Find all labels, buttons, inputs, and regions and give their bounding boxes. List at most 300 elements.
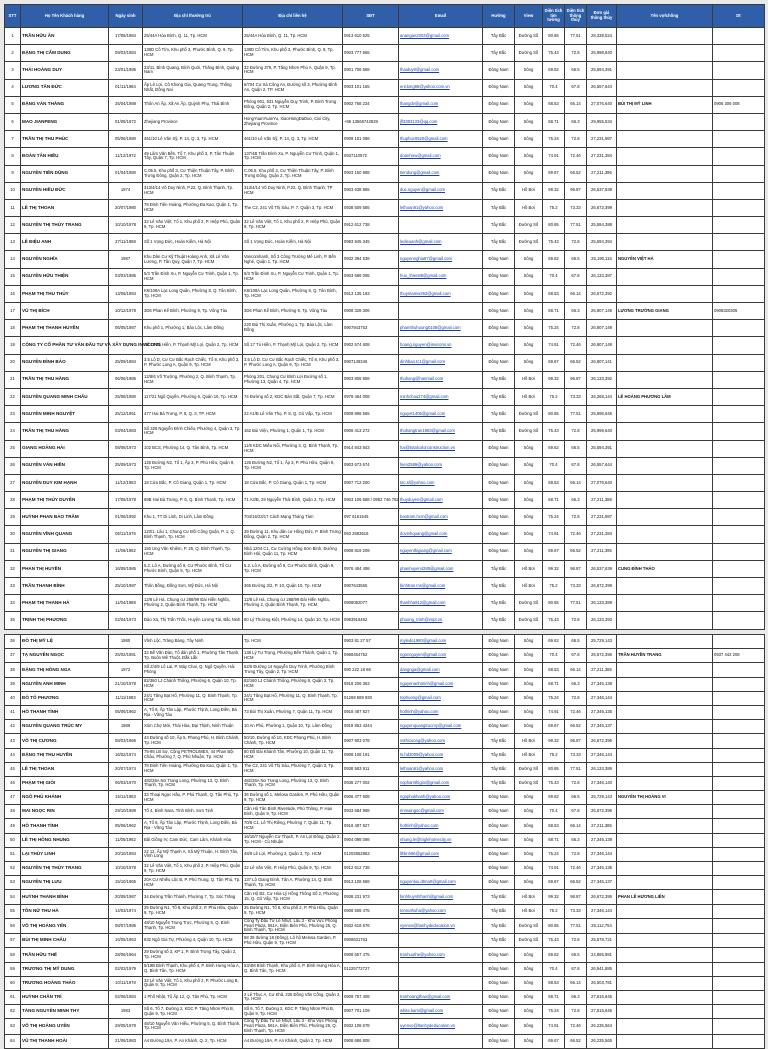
view-cell: Sông: [515, 285, 543, 302]
clear-area-cell: 72.8: [565, 691, 587, 705]
contact-address-cell: 58 28 đường 18 (Đông), Lô hộ Melosa Garden, P. Phú Hữu, Quận 9, Tp. HCM: [243, 934, 343, 948]
email-cell[interactable]: nguyennghia87@gmail.com: [399, 251, 483, 268]
email-cell[interactable]: hai@totalcolorconstruction.vn: [399, 440, 483, 457]
birth-date-cell: 25/04/1988: [109, 96, 143, 113]
direction-cell: Đông Nam: [483, 962, 515, 976]
direction-cell: Đông Nam: [483, 268, 515, 285]
email-cell[interactable]: doanhieu@gmail.com: [399, 148, 483, 165]
wall-area-cell: 69.62: [543, 62, 565, 79]
email-cell[interactable]: duc.nguyen@gmail.com: [399, 182, 483, 199]
birth-date-cell: 20/07/1980: [109, 199, 143, 216]
customer-name-cell: TRƯƠNG THỊ MỸ DUNG: [21, 962, 109, 976]
stt-cell: 42: [5, 720, 21, 734]
spouse-name-cell: [617, 320, 713, 337]
direction-cell: Đông Nam: [483, 976, 515, 990]
table-row: [5, 805, 765, 819]
spouse-phone-cell: [713, 635, 765, 649]
spouse-phone-cell: [713, 199, 765, 216]
direction-cell: Đông Nam: [483, 833, 515, 847]
email-cell[interactable]: jfl3383133@qq.com: [399, 113, 483, 130]
permanent-address-cell: Số 17 Tú Hiền, P. Thạnh Mỹ Lợi, Quận 2, Tp. HCM: [143, 337, 243, 354]
table-row: [5, 96, 765, 113]
spouse-name-cell: [617, 199, 713, 216]
customer-name-cell: NGUYỄN VĂN HIỀN: [21, 457, 109, 474]
unit-price-cell: 27,231,987: [587, 131, 617, 148]
permanent-address-cell: 313/4/14 Võ Duy Ninh, P.22, Q. Bình Thạnh, Tp. HCM: [143, 182, 243, 199]
email-cell[interactable]: thuphuc0620@gmail.com: [399, 131, 483, 148]
email-cell: [399, 862, 483, 876]
email-cell[interactable]: nhung.le@triglehomecity.vn: [399, 833, 483, 847]
wall-area-cell: 70.4: [543, 962, 565, 976]
view-cell: Đường Số: [515, 217, 543, 234]
table-row: [5, 251, 765, 268]
phone-cell: 0912 612 738: [343, 217, 399, 234]
permanent-address-cell: 32 Lê Văn Việt, Tổ 1, Khu phố 2, P. Hiệp Phú, Quận 9, Tp. HCM: [143, 862, 243, 876]
customer-name-cell: NGUYỄN QUANG TRÚC MY: [21, 720, 109, 734]
spouse-phone-cell: [713, 595, 765, 612]
stt-cell: 28: [5, 492, 21, 509]
spouse-phone-cell: [713, 734, 765, 748]
stt-cell: 3: [5, 62, 21, 79]
spouse-phone-cell: [713, 371, 765, 388]
birth-date-cell: 15/10/1965: [109, 876, 143, 890]
wall-area-cell: 70.4: [543, 457, 565, 474]
contact-address-cell: Căn Hộ B2, Cư Hòa Lý Hồng Thông Số 2, Phường 15, Q. Gò Vấp, Tp. HCM: [243, 890, 343, 904]
spouse-phone-cell: [713, 182, 765, 199]
table-row: [5, 833, 765, 847]
email-cell[interactable]: white.kami@gmail.com: [399, 1005, 483, 1019]
contact-address-cell: 70/6 C1, Lê Thị Riêng, Phường 7, Quận 11, Tp. HCM: [243, 819, 343, 833]
email-cell[interactable]: ts.hd2009@yahoo.com: [399, 748, 483, 762]
email-cell[interactable]: vophamthigioi@gmail.com: [399, 776, 483, 790]
wall-area-cell: 75.43: [543, 234, 565, 251]
customer-name-cell: HỒ THANH TÌNH: [21, 819, 109, 833]
permanent-address-cell: 3.5 Lô D, Cư Cư Bắc Rạch Chiếc, Tổ 8, Khu phố 3, P. Phước Long A, Quận 9, Tp. HCM: [143, 354, 243, 371]
permanent-address-cell: 33 Thoại Ngọc Hầu, P. Phú Thạnh, Q. Tân Phú, Tp. HCM: [143, 791, 243, 805]
unit-price-cell: 27,346,135: [587, 862, 617, 876]
table-row: [5, 371, 765, 388]
phone-cell: 0908082077: [343, 595, 399, 612]
email-cell[interactable]: ngocnguyen@gmail.com: [399, 649, 483, 663]
table-row: [5, 423, 765, 440]
view-cell: Đường Số: [515, 776, 543, 790]
unit-price-cell: 27,346,144: [587, 847, 617, 861]
view-cell: Sông: [515, 440, 543, 457]
email-cell[interactable]: phanhuyen4285@gmail.com: [399, 560, 483, 577]
email-cell[interactable]: phamthuhuong0108@gmail.com: [399, 320, 483, 337]
email-cell[interactable]: baotram.hcm@gmail.com: [399, 509, 483, 526]
email-cell[interactable]: thaiduy8@gmail.com: [399, 62, 483, 79]
unit-price-cell: 26,941,885: [587, 962, 617, 976]
direction-cell: Đông Nam: [483, 847, 515, 861]
unit-price-cell: 25,578,721: [587, 934, 617, 948]
email-cell[interactable]: tiendung@gmail.com: [399, 165, 483, 182]
column-header: Tên vợ/chồng: [617, 5, 713, 28]
phone-cell: 0983 945 345: [343, 234, 399, 251]
clear-area-cell: 72.8: [565, 776, 587, 790]
permanent-address-cell: 32 Bế Văn Đàn, Tổ dân phố 1, Phường Tân Thạnh, Tp. Buôn Mê Thuột, Đắk Lắk: [143, 649, 243, 663]
permanent-address-cell: 25 Đường N1, Tổ 6, Khu phố 2, P. Phú Hữu, Quận 9, Tp. HCM: [143, 904, 243, 918]
column-header: Địa chỉ liên hệ: [243, 5, 343, 28]
phone-cell: 093 2683616: [343, 526, 399, 543]
direction-cell: Đông Nam: [483, 876, 515, 890]
email-cell[interactable]: dangnga@gmail.com: [399, 663, 483, 677]
clear-area-cell: 66.3: [565, 677, 587, 691]
table-row: [5, 406, 765, 423]
view-cell: Sông: [515, 148, 543, 165]
permanent-address-cell: 78 Đinh Tiên Hoàng, Phường Đa Kao, Quận 1, Tp. HCM: [143, 199, 243, 216]
email-cell: [399, 1034, 483, 1048]
unit-price-cell: 26,672,396: [587, 649, 617, 663]
email-cell[interactable]: tophuong@gmail.com: [399, 691, 483, 705]
wall-area-cell: 68.53: [543, 819, 565, 833]
email-cell[interactable]: thuhangtran1983@gmail.com: [399, 423, 483, 440]
email-cell: [399, 303, 483, 320]
spouse-phone-cell: [713, 962, 765, 976]
view-cell: Sông: [515, 268, 543, 285]
email-cell[interactable]: tranhoangthao@gmail.com: [399, 990, 483, 1004]
spouse-phone-cell: [713, 268, 765, 285]
spouse-phone-cell: [713, 285, 765, 302]
direction-cell: Đông Nam: [483, 509, 515, 526]
email-cell[interactable]: vothicuong@yahoo.com: [399, 734, 483, 748]
wall-area-cell: 69.67: [543, 543, 565, 560]
clear-area-cell: 66.52: [565, 720, 587, 734]
stt-cell: 49: [5, 819, 21, 833]
email-cell[interactable]: nguyenthigiang@gmail.com: [399, 543, 483, 560]
spouse-name-cell: [617, 677, 713, 691]
stt-cell: 54: [5, 890, 21, 904]
birth-date-cell: 13/06/1984: [109, 285, 143, 302]
phone-cell: 0908 108 191: [343, 748, 399, 762]
table-row: [5, 776, 765, 790]
wall-area-cell: 74.91: [543, 148, 565, 165]
table-row: [5, 663, 765, 677]
stt-cell: 32: [5, 560, 21, 577]
email-cell[interactable]: uyenvo@ltanhydeducation.vn: [399, 1019, 483, 1034]
direction-cell: Tây Bắc: [483, 762, 515, 776]
stt-cell: 1: [5, 28, 21, 45]
email-cell[interactable]: binhtran.ms@gmail.com: [399, 578, 483, 595]
phone-cell: 0913 610 525: [343, 28, 399, 45]
stt-cell: 31: [5, 543, 21, 560]
stt-cell: 8: [5, 148, 21, 165]
direction-cell: Đông Nam: [483, 663, 515, 677]
unit-price-cell: 26,672,399: [587, 199, 617, 216]
column-header: Email: [399, 5, 483, 28]
phone-cell: 0937110572: [343, 148, 399, 165]
view-cell: Sông: [515, 1005, 543, 1019]
wall-area-cell: 75.43: [543, 612, 565, 629]
birth-date-cell: 11/12/1983: [109, 474, 143, 491]
email-cell[interactable]: hien2589@yahoo.com: [399, 457, 483, 474]
table-row: [5, 918, 765, 933]
email-cell[interactable]: thanhha912@gmail.com: [399, 595, 483, 612]
direction-cell: Tây Bắc: [483, 890, 515, 904]
email-cell[interactable]: anangan2003@gmail.com: [399, 28, 483, 45]
permanent-address-cell: 5/19B Bình Thạnh, Khu phố 4, P. Bình Hưng Hòa A, Q. Bình Tân, Tp. HCM: [143, 962, 243, 976]
email-cell[interactable]: nguyet1406@gmail.com: [399, 406, 483, 423]
email-cell[interactable]: ericlong88@yahoo.com.vn: [399, 79, 483, 96]
wall-area-cell: 75.43: [543, 45, 565, 62]
contact-address-cell: Phòng 201, Chung Cư Bình Lợi Đường số 1, Phường 13, Quận 4, Tp. HCM: [243, 371, 343, 388]
permanent-address-cell: 102 BCS, Phường 14, Q. Tân Bình, Tp. HCM: [143, 440, 243, 457]
spouse-phone-cell: [713, 677, 765, 691]
spouse-phone-cell: [713, 423, 765, 440]
table-row: [5, 734, 765, 748]
email-cell[interactable]: thuyduyen@gmail.com: [399, 492, 483, 509]
contact-address-cell: 24/1 Tăng Bạt Hổ, Phường 11, Q. Bình Thạnh, Tp. HCM: [243, 691, 343, 705]
wall-area-cell: 74.91: [543, 862, 565, 876]
wall-area-cell: 75.2: [543, 388, 565, 405]
customer-name-cell: VÕ THỊ HOÀNG YẾN: [21, 918, 109, 933]
spouse-name-cell: [617, 285, 713, 302]
table-row: [5, 268, 765, 285]
phone-cell: 0909 757 408: [343, 990, 399, 1004]
phone-cell: 0903 81 27 57: [343, 635, 399, 649]
view-cell: Sông: [515, 509, 543, 526]
clear-area-cell: 72.8: [565, 45, 587, 62]
email-cell[interactable]: tonnuthuha@yahoo.com: [399, 904, 483, 918]
permanent-address-cell: 477 Hai Bà Trưng, P. 8, Q. 3, TP. HCM: [143, 406, 243, 423]
email-cell[interactable]: binhhuynhthanh@gmail.com: [399, 890, 483, 904]
customer-name-cell: NGUYỄN ANH MINH: [21, 677, 109, 691]
birth-date-cell: 21/10/1978: [109, 677, 143, 691]
permanent-address-cell: Thôn Bồng, Đồng Sơn, Mỹ Đức, Hà Nội: [143, 578, 243, 595]
email-cell[interactable]: minhchau274@gmail.com: [399, 388, 483, 405]
unit-price-cell: 28,338,524: [587, 28, 617, 45]
customer-name-cell: NGUYỄN THỊ THÙY TRANG: [21, 862, 109, 876]
spouse-name-cell: [617, 113, 713, 130]
contact-address-cell: 50/10, Đường số 10, KDC Phong Phú, H. Bình Chánh, Tp. HCM: [243, 734, 343, 748]
table-row: [5, 474, 765, 491]
direction-cell: Tây Bắc: [483, 595, 515, 612]
birth-date-cell: 06/06/1985: [109, 371, 143, 388]
birth-date-cell: 11/05/1982: [109, 833, 143, 847]
unit-price-cell: 26,268,144: [587, 388, 617, 405]
birth-date-cell: 09/03/1984: [109, 45, 143, 62]
customer-name-cell: MAI NGỌC RIN: [21, 805, 109, 819]
phone-cell: 0938 509 585: [343, 199, 399, 216]
email-cell[interactable]: nguyenanhminh@gmail.com: [399, 677, 483, 691]
contact-address-cell: 365 Đường 3/2, P. 10, Quận 10, Tp. HCM: [243, 578, 343, 595]
spouse-phone-cell: [713, 388, 765, 405]
email-cell[interactable]: tranhuuthe@yahoo.com: [399, 948, 483, 962]
clear-area-cell: 96.87: [565, 182, 587, 199]
customer-name-cell: TÔN NỮ THU HÀ: [21, 904, 109, 918]
stt-cell: 20: [5, 354, 21, 371]
birth-date-cell: 14/03/1974: [109, 904, 143, 918]
spouse-name-cell: [617, 28, 713, 45]
customer-name-cell: LÊ THỊ HỒNG NHUNG: [21, 833, 109, 847]
email-cell[interactable]: lethoan61@yahoo.com: [399, 762, 483, 776]
permanent-address-cell: 69B Hai Bà Trưng, P. 6, Q. Bình Thạnh, Tp. HCM: [143, 492, 243, 509]
email-cell: [399, 934, 483, 948]
clear-area-cell: 77.51: [565, 595, 587, 612]
email-cell[interactable]: rinmaingoc@gmail.com: [399, 805, 483, 819]
direction-cell: Đông Nam: [483, 79, 515, 96]
email-cell[interactable]: thangdv@gmail.com: [399, 96, 483, 113]
birth-date-cell: 11/12/1972: [109, 148, 143, 165]
email-cell[interactable]: myledo1980@gmail.com: [399, 635, 483, 649]
stt-cell: 5: [5, 96, 21, 113]
stt-cell: 15: [5, 268, 21, 285]
email-cell[interactable]: dinhbao.tc1@gmail.com: [399, 354, 483, 371]
clear-area-cell: 72.8: [565, 612, 587, 629]
wall-area-cell: 74.91: [543, 705, 565, 719]
clear-area-cell: 66.14: [565, 976, 587, 990]
unit-price-cell: 26,133,392: [587, 371, 617, 388]
wall-area-cell: 69.67: [543, 876, 565, 890]
view-cell: Sông: [515, 649, 543, 663]
phone-cell: 0932 394 538: [343, 251, 399, 268]
direction-cell: Tây Bắc: [483, 734, 515, 748]
contact-address-cell: Phòng 901, 531 Nguyễn Duy Trinh, P. Bình Trưng Đông, Quận 2, Tp. HCM: [243, 96, 343, 113]
customer-name-cell: NGUYỄN TIẾN DŨNG: [21, 165, 109, 182]
direction-cell: Đông Nam: [483, 285, 515, 302]
column-header: Ngày sinh: [109, 5, 143, 28]
phone-cell: 0908 328 306: [343, 303, 399, 320]
table-row: [5, 131, 765, 148]
permanent-address-cell: 82/360 LJ Chánh Thông, Phường 6, Quận 10, Tp. HCM: [143, 677, 243, 691]
unit-price-cell: 26,557,644: [587, 79, 617, 96]
clear-area-cell: 77.51: [565, 406, 587, 423]
permanent-address-cell: 138D Cô Tím, Khu phố 3, Phước Bình, Q. 9, Tp. HCM: [143, 45, 243, 62]
direction-cell: Tây Bắc: [483, 560, 515, 577]
spouse-phone-cell: [713, 918, 765, 933]
birth-date-cell: 01/08/1972: [109, 113, 143, 130]
direction-cell: Tây Bắc: [483, 182, 515, 199]
wall-area-cell: 80.65: [543, 762, 565, 776]
customer-name-cell: PHAN THỊ HUYỀN: [21, 560, 109, 577]
birth-date-cell: 05/06/1962: [109, 819, 143, 833]
wall-area-cell: 68.53: [543, 285, 565, 302]
birth-date-cell: 27/11/1988: [109, 234, 143, 251]
customer-name-cell: PHẠM THỊ GIỎI: [21, 776, 109, 790]
spouse-phone-cell: [713, 791, 765, 805]
customer-name-cell: ĐẶNG VĂN THẮNG: [21, 96, 109, 113]
contact-address-cell: 32 Đường 379, P. Tăng Nhơn Phú A, Quận 9, Tp. HCM: [243, 62, 343, 79]
permanent-address-cell: 24/1 Tăng Bạt Hổ, Phường 11, Q. Bình Thạnh, Tp. HCM: [143, 691, 243, 705]
clear-area-cell: 72.8: [565, 234, 587, 251]
phone-cell: 0918 487 827: [343, 705, 399, 719]
wall-area-cell: 74.91: [543, 526, 565, 543]
table-row: [5, 720, 765, 734]
spouse-phone-cell: [713, 148, 765, 165]
birth-date-cell: 25/02/1981: [109, 649, 143, 663]
customer-name-cell: NGUYỄN THỊ LƯU: [21, 876, 109, 890]
phone-cell: 090 222 18 66: [343, 663, 399, 677]
table-row: [5, 990, 765, 1004]
permanent-address-cell: A, Tổ 6, Ấp Tân Lập, Phước Thịnh, Long Điền, Bà Rịa - Vũng Tàu: [143, 819, 243, 833]
stt-cell: 64: [5, 1034, 21, 1048]
spouse-phone-cell: [713, 862, 765, 876]
spouse-name-cell: [617, 148, 713, 165]
table-row: [5, 320, 765, 337]
unit-price-cell: 27,346,135: [587, 705, 617, 719]
unit-price-cell: 27,231,384: [587, 148, 617, 165]
email-cell[interactable]: vyenvo@ltanhydeducation.vn: [399, 918, 483, 933]
birth-date-cell: 25/09/1984: [109, 354, 143, 371]
wall-area-cell: 68.71: [543, 303, 565, 320]
customer-name-cell: PHẠM THỊ THU THỦY: [21, 285, 109, 302]
spouse-phone-cell: [713, 45, 765, 62]
spouse-phone-cell: [713, 509, 765, 526]
unit-price-cell: 26,133,387: [587, 268, 617, 285]
unit-price-cell: 25,729,143: [587, 635, 617, 649]
unit-price-cell: 26,235,565: [587, 1034, 617, 1048]
spouse-name-cell: [617, 371, 713, 388]
view-cell: Hồ Bơi: [515, 904, 543, 918]
permanent-address-cell: Sổ 326 Nguyễn Đình Chiểu, Phường 4, Quận 3, Tp. HCM: [143, 423, 243, 440]
spouse-name-cell: [617, 918, 713, 933]
contact-address-cell: 52/6 Đường 14 Nguyễn Duy Trinh, Phường Bình Trưng Tây, Quận 2, Tp. HCM: [243, 663, 343, 677]
unit-price-cell: 26,133,389: [587, 595, 617, 612]
view-cell: Sông: [515, 526, 543, 543]
stt-cell: 17: [5, 303, 21, 320]
view-cell: Sông: [515, 474, 543, 491]
email-cell[interactable]: hothinh@yahoo.com: [399, 819, 483, 833]
clear-area-cell: 72.46: [565, 337, 587, 354]
phone-cell: 0968454752: [343, 649, 399, 663]
wall-area-cell: 75.24: [543, 131, 565, 148]
phone-cell: 0907 903 078: [343, 734, 399, 748]
phone-cell: 01268 689 930: [343, 691, 399, 705]
table-header-row: [5, 5, 765, 28]
customer-name-cell: NGUYỄN DUY KIM HẠNH: [21, 474, 109, 491]
wall-area-cell: 69.67: [543, 1034, 565, 1048]
email-cell[interactable]: nguyenluu.dtmart@gmail.com: [399, 876, 483, 890]
table-row: [5, 578, 765, 595]
email-cell[interactable]: tac.sl@yahoo.com: [399, 474, 483, 491]
table-row: [5, 182, 765, 199]
clear-area-cell: 66.14: [565, 96, 587, 113]
email-cell[interactable]: lthlinh86@gmail.com: [399, 847, 483, 861]
email-cell[interactable]: hothinh@yahoo.com: [399, 705, 483, 719]
email-cell: [399, 217, 483, 234]
email-cell[interactable]: lethoan61@yahoo.com: [399, 199, 483, 216]
spouse-name-cell: [617, 62, 713, 79]
customer-name-cell: LÊ THỊ THOAN: [21, 762, 109, 776]
birth-date-cell: 28/06/1964: [109, 948, 143, 962]
email-cell[interactable]: ngophukhanh@yahoo.com: [399, 791, 483, 805]
spouse-phone-cell: [713, 526, 765, 543]
wall-area-cell: 75.43: [543, 423, 565, 440]
phone-cell: 0907148346: [343, 354, 399, 371]
email-cell[interactable]: dovinhquang@gmail.com: [399, 526, 483, 543]
clear-area-cell: 66.14: [565, 474, 587, 491]
email-cell[interactable]: ledieuanh@gmail.com: [399, 234, 483, 251]
email-cell[interactable]: huu_thien88@gmail.com: [399, 268, 483, 285]
permanent-address-cell: 25/44A Hòa Bình, Q. 11, Tp. HCM: [143, 28, 243, 45]
email-cell[interactable]: nguyenquangtrucmy@gmail.com: [399, 720, 483, 734]
spouse-phone-cell: [713, 720, 765, 734]
stt-cell: 45: [5, 762, 21, 776]
phone-cell: 0903 808 658: [343, 371, 399, 388]
permanent-address-cell: 832 Ngô Gia Tự, Phường 4, Quận 10, Tp. HCM: [143, 934, 243, 948]
email-cell[interactable]: phuong_trinh@vnpt.vn: [399, 612, 483, 629]
permanent-address-cell: 482/26A Nơ Trang Long, Phường 13, Q. Bình Thạnh, Tp. HCM: [143, 776, 243, 790]
email-cell[interactable]: thuhang@hanmail.com: [399, 371, 483, 388]
clear-area-cell: 96.87: [565, 560, 587, 577]
clear-area-cell: 72.8: [565, 509, 587, 526]
clear-area-cell: 67.8: [565, 268, 587, 285]
table-row: [5, 28, 765, 45]
unit-price-cell: 27,211,385: [587, 819, 617, 833]
unit-price-cell: 27,346,139: [587, 677, 617, 691]
email-cell[interactable]: hoang.nguyen@invicons.vn: [399, 337, 483, 354]
email-cell[interactable]: thuyntamw363@gmail.com: [399, 285, 483, 302]
